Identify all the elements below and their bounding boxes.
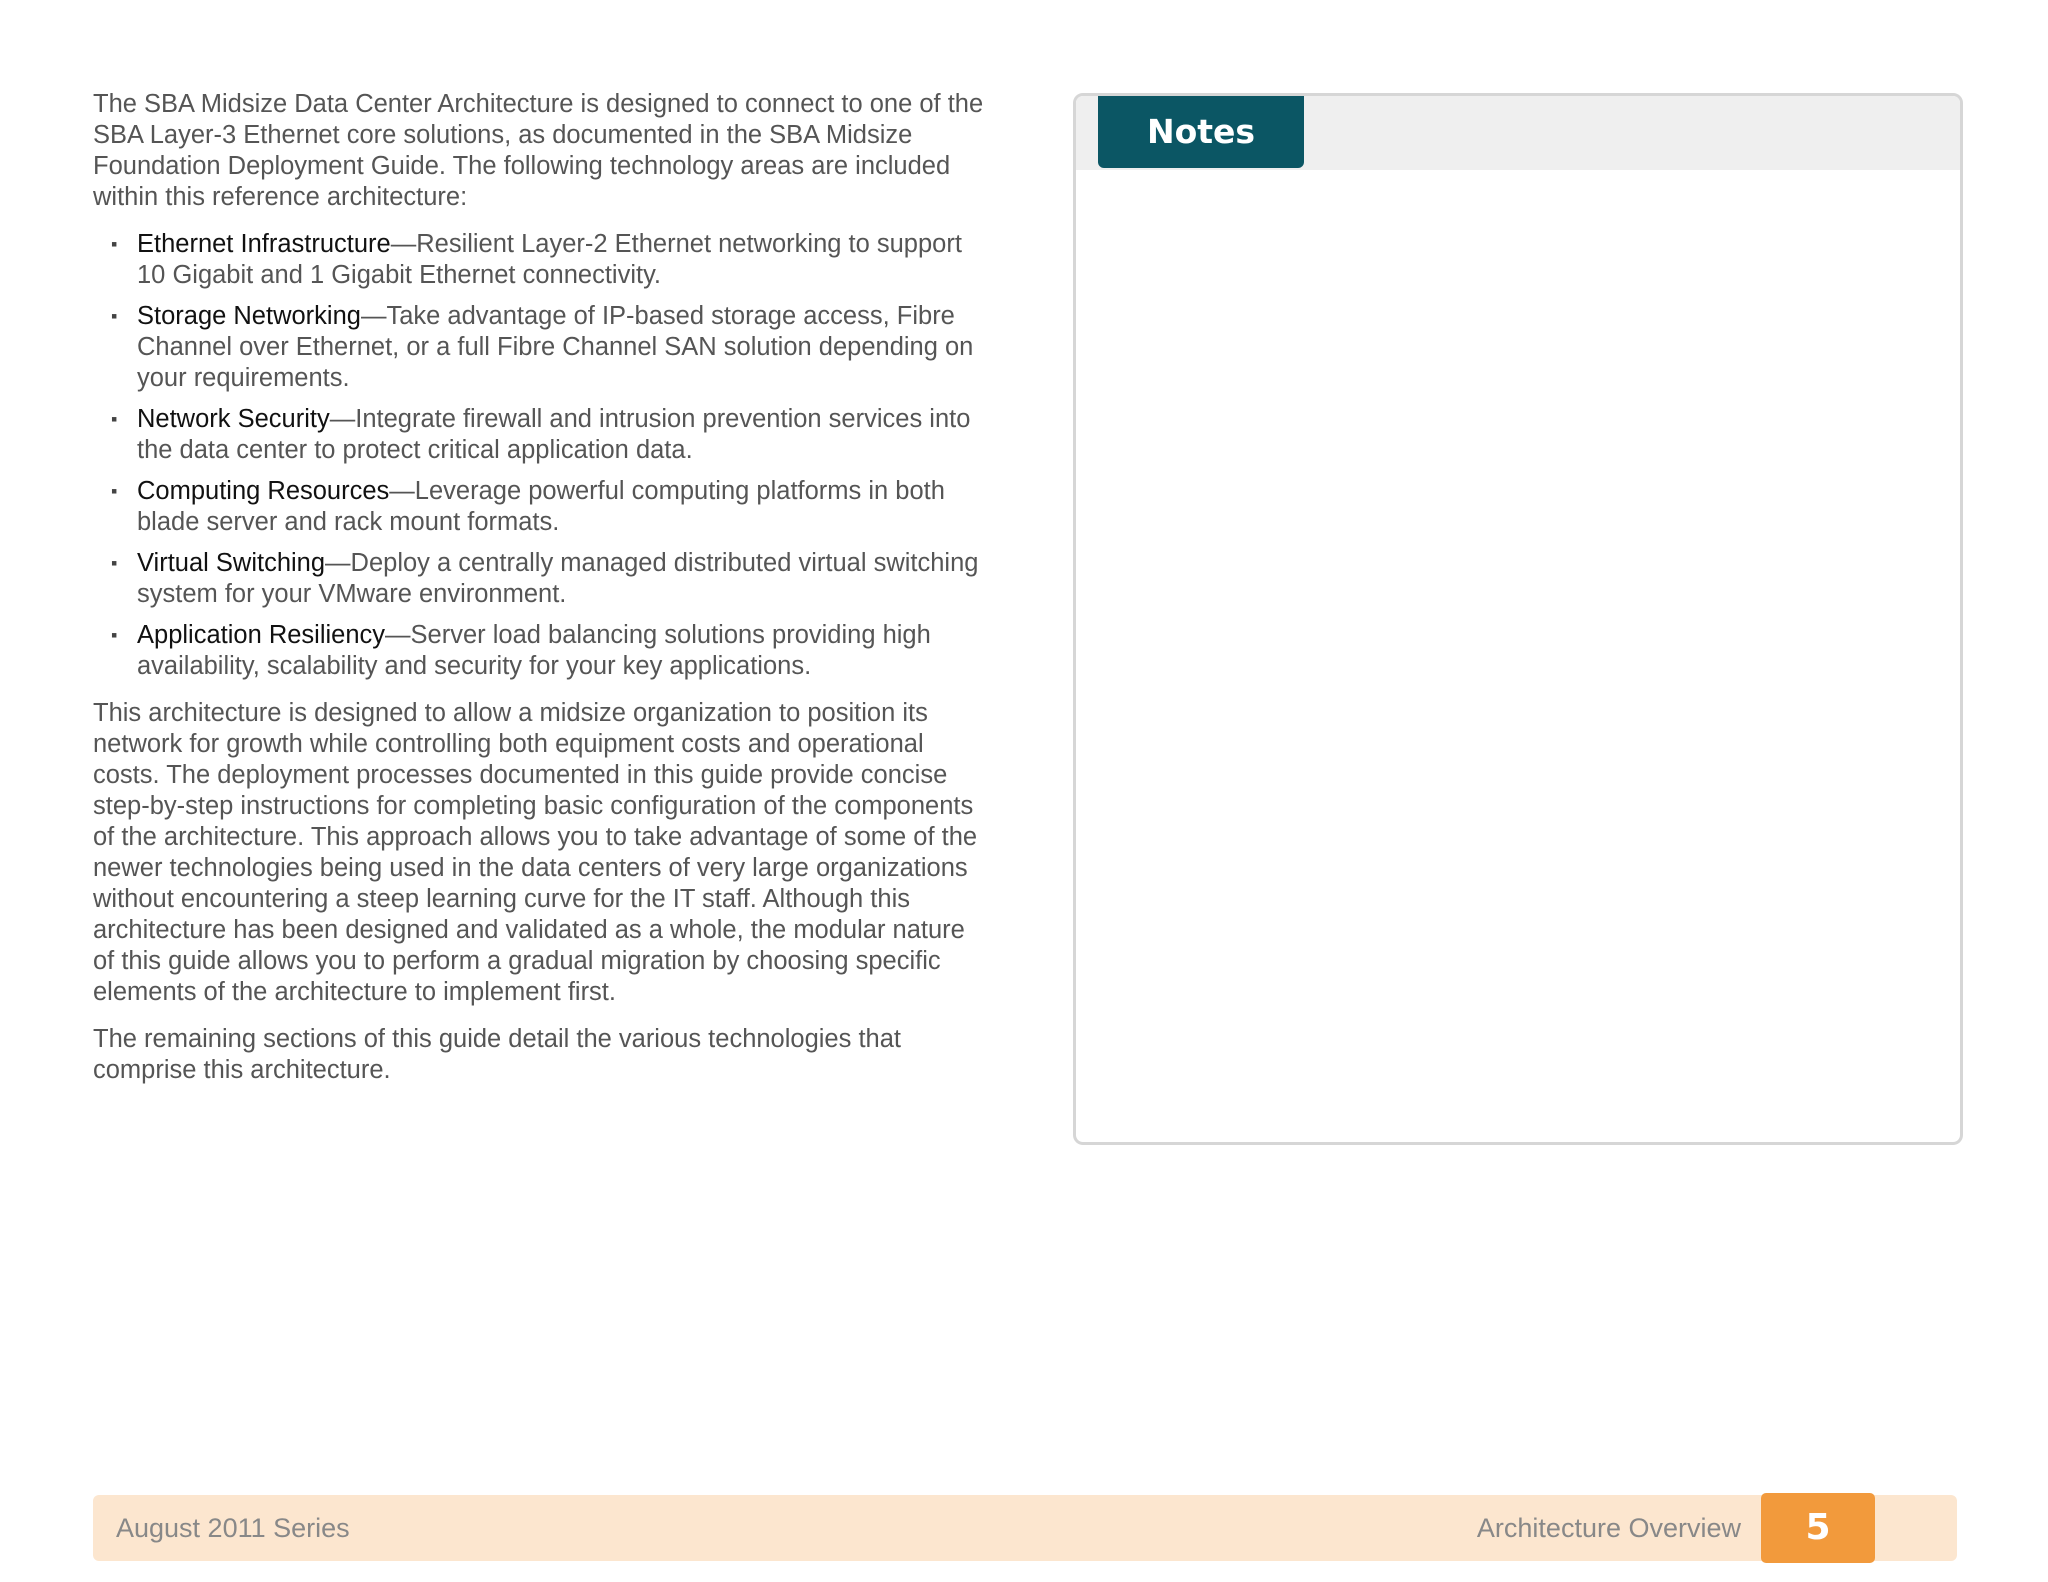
bullet-icon: ▪: [111, 553, 118, 573]
list-item-term: Virtual Switching: [137, 549, 326, 577]
list-item-text: —Server load balancing solutions providing high availability, scalability and security for your key applications.: [137, 621, 931, 680]
list-item-text: —Integrate firewall and intrusion prevention services into the data center to protect critical application data.: [137, 405, 971, 464]
footer-series-label: August 2011 Series: [116, 1513, 350, 1543]
bullet-icon: ▪: [111, 306, 118, 326]
list-item-text: —Deploy a centrally managed distributed virtual switching system for your VMware environment.: [137, 549, 979, 608]
footer-section-title: Architecture Overview: [1476, 1513, 1741, 1543]
closing-paragraph: The remaining sections of this guide detail the various technologies that comprise this architecture.: [93, 1025, 901, 1084]
intro-paragraph: The SBA Midsize Data Center Architecture is designed to connect to one of the SBA Layer-3 Ethernet core solutions, as documented in the SBA Midsize Foundation Deployment Guide. The following technology areas are included within this reference architecture:: [93, 90, 984, 211]
bullet-icon: ▪: [111, 625, 118, 645]
technology-list: [93, 229, 993, 682]
bullet-icon: ▪: [111, 481, 118, 501]
list-item-text: —Resilient Layer-2 Ethernet networking to support 10 Gigabit and 1 Gigabit Ethernet connectivity.: [137, 230, 962, 289]
list-item: [93, 548, 993, 610]
list-item-term: Network Security: [137, 405, 330, 433]
body-paragraph: This architecture is designed to allow a midsize organization to position its network for growth while controlling both equipment costs and operational costs. The deployment processes documented in this guide provide concise step-by-step instructions for completing basic configuration of the components of the architecture. This approach allows you to take advantage of some of the newer technologies being used in the data centers of very large organizations without encountering a steep learning curve for the IT staff. Although this architecture has been designed and validated as a whole, the modular nature of this guide allows you to perform a gradual migration by choosing specific elements of the architecture to implement first.: [93, 699, 978, 1006]
notes-title: Notes: [1098, 96, 1304, 168]
list-item: [93, 301, 993, 394]
list-item-term: Storage Networking: [137, 302, 361, 330]
main-column: [93, 89, 993, 1102]
list-item: [93, 620, 993, 682]
list-item-term: Ethernet Infrastructure: [137, 230, 391, 258]
list-item-text: —Take advantage of IP-based storage access, Fibre Channel over Ethernet, or a full Fibre Channel SAN solution depending on your requirements.: [137, 302, 974, 392]
bullet-icon: ▪: [111, 409, 118, 429]
list-item-text: —Leverage powerful computing platforms in both blade server and rack mount formats.: [137, 477, 945, 536]
list-item: [93, 229, 993, 291]
bullet-icon: ▪: [111, 234, 118, 254]
list-item-term: Computing Resources: [137, 477, 390, 505]
page-footer: [93, 1495, 1957, 1561]
list-item: [93, 404, 993, 466]
list-item-term: Application Resiliency: [137, 621, 386, 649]
list-item: [93, 476, 993, 538]
notes-panel: [1073, 93, 1963, 1145]
page-number: 5: [1761, 1493, 1875, 1563]
